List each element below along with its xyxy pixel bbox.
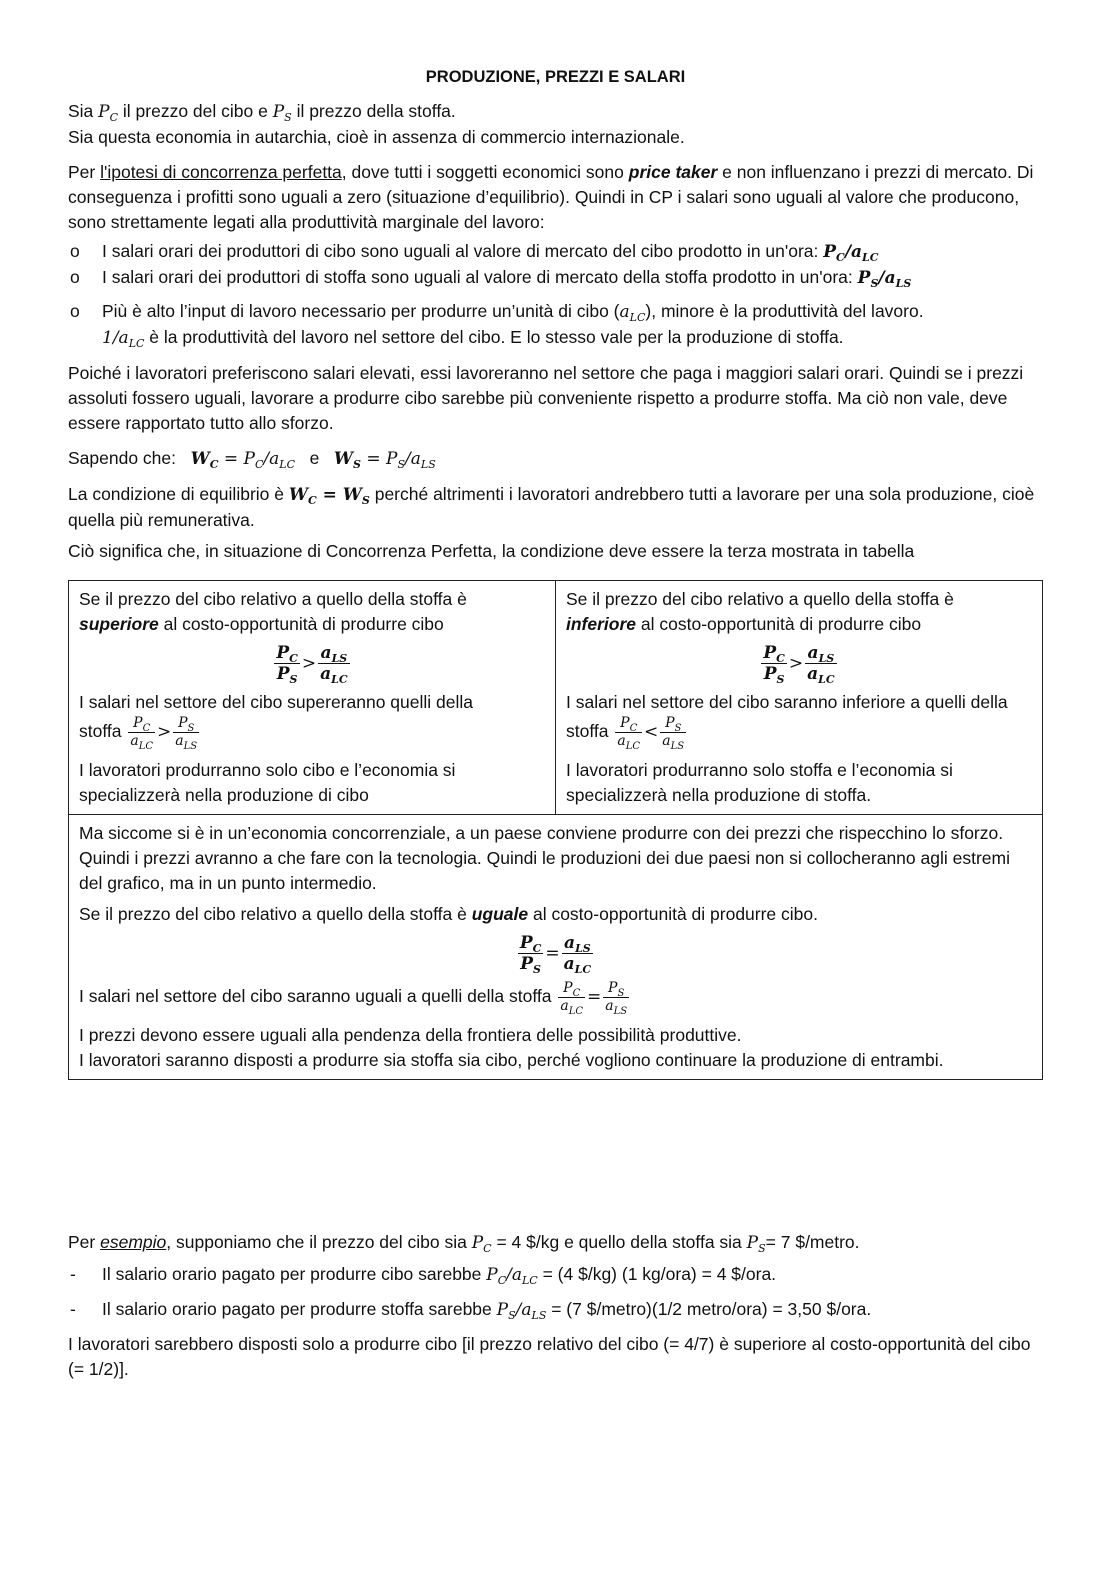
link-esempio[interactable]: esempio — [100, 1232, 167, 1252]
price-ratio-greater: $\frac{P_C}{P_S}$ > $\frac{a_{LS}}{a_{LC}}$ — [276, 643, 348, 686]
wage-comparison-equal: I salari nel settore del cibo saranno uguali a quelli della stoffa $\frac{P_C}{a_{LC}}$ = $\frac{P_S}{a_{LS}}$ — [79, 980, 628, 1017]
table-cell-inferiore: Se il prezzo del cibo relativo a quello della stoffa è inferiore al costo-opportunità di produrre cibo $\frac{P_C}{P_S}$ > $\frac{a_{LS}}{a_{LC}}$ I salari nel settore del cibo saranno inferiore a quelli della stoffa $\frac{P_C}{a_{LC}}$ < $\frac{P_S}{a_{LS}}$ I lavoratori produrranno solo stoffa e l’economia si specializzerà nella produzione di stoffa. — [556, 581, 1043, 815]
table-cell-superiore: Se il prezzo del cibo relativo a quello della stoffa è superiore al costo-opportunità di produrre cibo $\frac{P_C}{P_S}$ > $\frac{a_{LS}}{a_{LC}}$ I salari nel settore del cibo supereranno quelli della stoffa $\frac{P_C}{a_{LC}}$ > $\frac{P_S}{a_{LS}}$ I lavoratori produrranno solo cibo e l’economia si specializzerà nella produzione di cibo — [69, 581, 556, 815]
wage-comparison-lower: stoffa $\frac{P_C}{a_{LC}}$ < $\frac{P_S}{a_{LS}}$ — [566, 715, 685, 752]
wage-formulas: Sapendo che: $W_C = P_C/a_{LC}$ e $W_S = P_S/a_{LS}$ — [68, 448, 436, 471]
table-cell-uguale: Ma siccome si è in un’economia concorrenziale, a un paese conviene produrre con dei prezzi che rispecchino lo sforzo. Quindi i prezzi avranno a che fare con la tecnologia. Quindi le produzioni dei due paesi non si collocheranno agli estremi del grafico, ma in un punto intermedio. Se il prezzo del cibo relativo a quello della stoffa è uguale al costo-opportunità di produrre cibo. $\frac{P_C}{P_S}$ = $\frac{a_{LS}}{a_{LC}}$ I salari nel settore del cibo saranno uguali a quelli della stoffa $\frac{P_C}{a_{LC}}$ = $\frac{P_S}{a_{LS}}$ I prezzi devono essere uguali alla pendenza della frontiera delle possibilità produttive. I lavoratori saranno disposti a produrre sia stoffa sia cibo, perché vogliono continuare la produzione di entrambi. — [69, 815, 1043, 1080]
list-item: o Più è alto l’input di lavoro necessario per produrre un’unità di cibo $(a_{LC})$, minore è la produttività del lavoro. $1/a_{LC}$ è la produttività del lavoro nel settore del cibo. E lo stesso vale per la produzione di stoffa. — [70, 301, 924, 350]
intro-line-1: Sia $P_C$ il prezzo del cibo e $P_S$ il prezzo della stoffa. — [68, 101, 456, 124]
list-item: o I salari orari dei produttori di cibo sono uguali al valore di mercato del cibo prodotto in un'ora: $P_C/a_{LC}$ — [70, 241, 879, 264]
document-page — [68, 68, 1043, 1382]
paragraph-perfect-competition: Per l'ipotesi di concorrenza perfetta, dove tutti i soggetti economici sono price taker e non influenzano i prezzi di mercato. Di conseguenza i profitti sono uguali a zero (situazione d’equilibrio). Quindi in CP i salari sono uguali al valore che producono, sono strettamente legati alla produttività marginale del lavoro: — [68, 162, 1034, 232]
list-item: - Il salario orario pagato per produrre stoffa sarebbe $P_S/a_{LS} = (7$ $/metro)(1/2 metro/ora) = 3,50 $/ora. — [70, 1299, 872, 1322]
list-item: - Il salario orario pagato per produrre cibo sarebbe $P_C/a_{LC} = (4$ $/kg) (1 kg/ora) = 4 $/ora. — [70, 1264, 777, 1287]
paragraph-high-wages: Poiché i lavoratori preferiscono salari elevati, essi lavoreranno nel settore che paga i maggiori salari orari. Quindi se i prezzi assoluti fossero uguali, lavorare a produrre cibo sarebbe più conveniente rispetto a produrre stoffa. Ma ciò non vale, deve essere rapportato tutto allo sforzo. — [68, 363, 1024, 433]
example-list — [68, 1262, 1043, 1323]
list-item: o I salari orari dei produttori di stoffa sono uguali al valore di mercato della stoffa prodotto in un'ora: $P_S/a_{LS}$ — [70, 267, 912, 290]
intro-line-2: Sia questa economia in autarchia, cioè in assenza di commercio internazionale. — [68, 127, 685, 147]
price-ratio-equal: $\frac{P_C}{P_S}$ = $\frac{a_{LS}}{a_{LC}}$ — [519, 933, 592, 976]
equilibrium-condition: La condizione di equilibrio è $W_C = W_S$ perché altrimenti i lavoratori andrebbero tutti a lavorare per una sola produzione, cioè quella più remunerativa. — [68, 484, 1035, 530]
comparison-table — [68, 580, 1043, 1080]
page-title: PRODUZIONE, PREZZI E SALARI — [425, 68, 686, 86]
bullet-list — [68, 239, 1043, 351]
paragraph-table-intro: Ciò significa che, in situazione di Concorrenza Perfetta, la condizione deve essere la terza mostrata in tabella — [68, 541, 915, 561]
example-conclusion: I lavoratori sarebbero disposti solo a produrre cibo [il prezzo relativo del cibo (= 4/7) è superiore al costo-opportunità del cibo (= 1/2)]. — [68, 1334, 1031, 1379]
price-ratio-lower: $\frac{P_C}{P_S}$ > $\frac{a_{LS}}{a_{LC}}$ — [763, 643, 835, 686]
link-concorrenza-perfetta[interactable]: l'ipotesi di concorrenza perfetta — [100, 162, 342, 182]
example-intro: Per esempio, supponiamo che il prezzo del cibo sia $P_C = 4$ $/kg e quello della stoffa sia $P_S= 7$ $/metro. — [68, 1232, 860, 1255]
wage-comparison-greater: stoffa $\frac{P_C}{a_{LC}}$ > $\frac{P_S}{a_{LS}}$ — [79, 715, 198, 752]
